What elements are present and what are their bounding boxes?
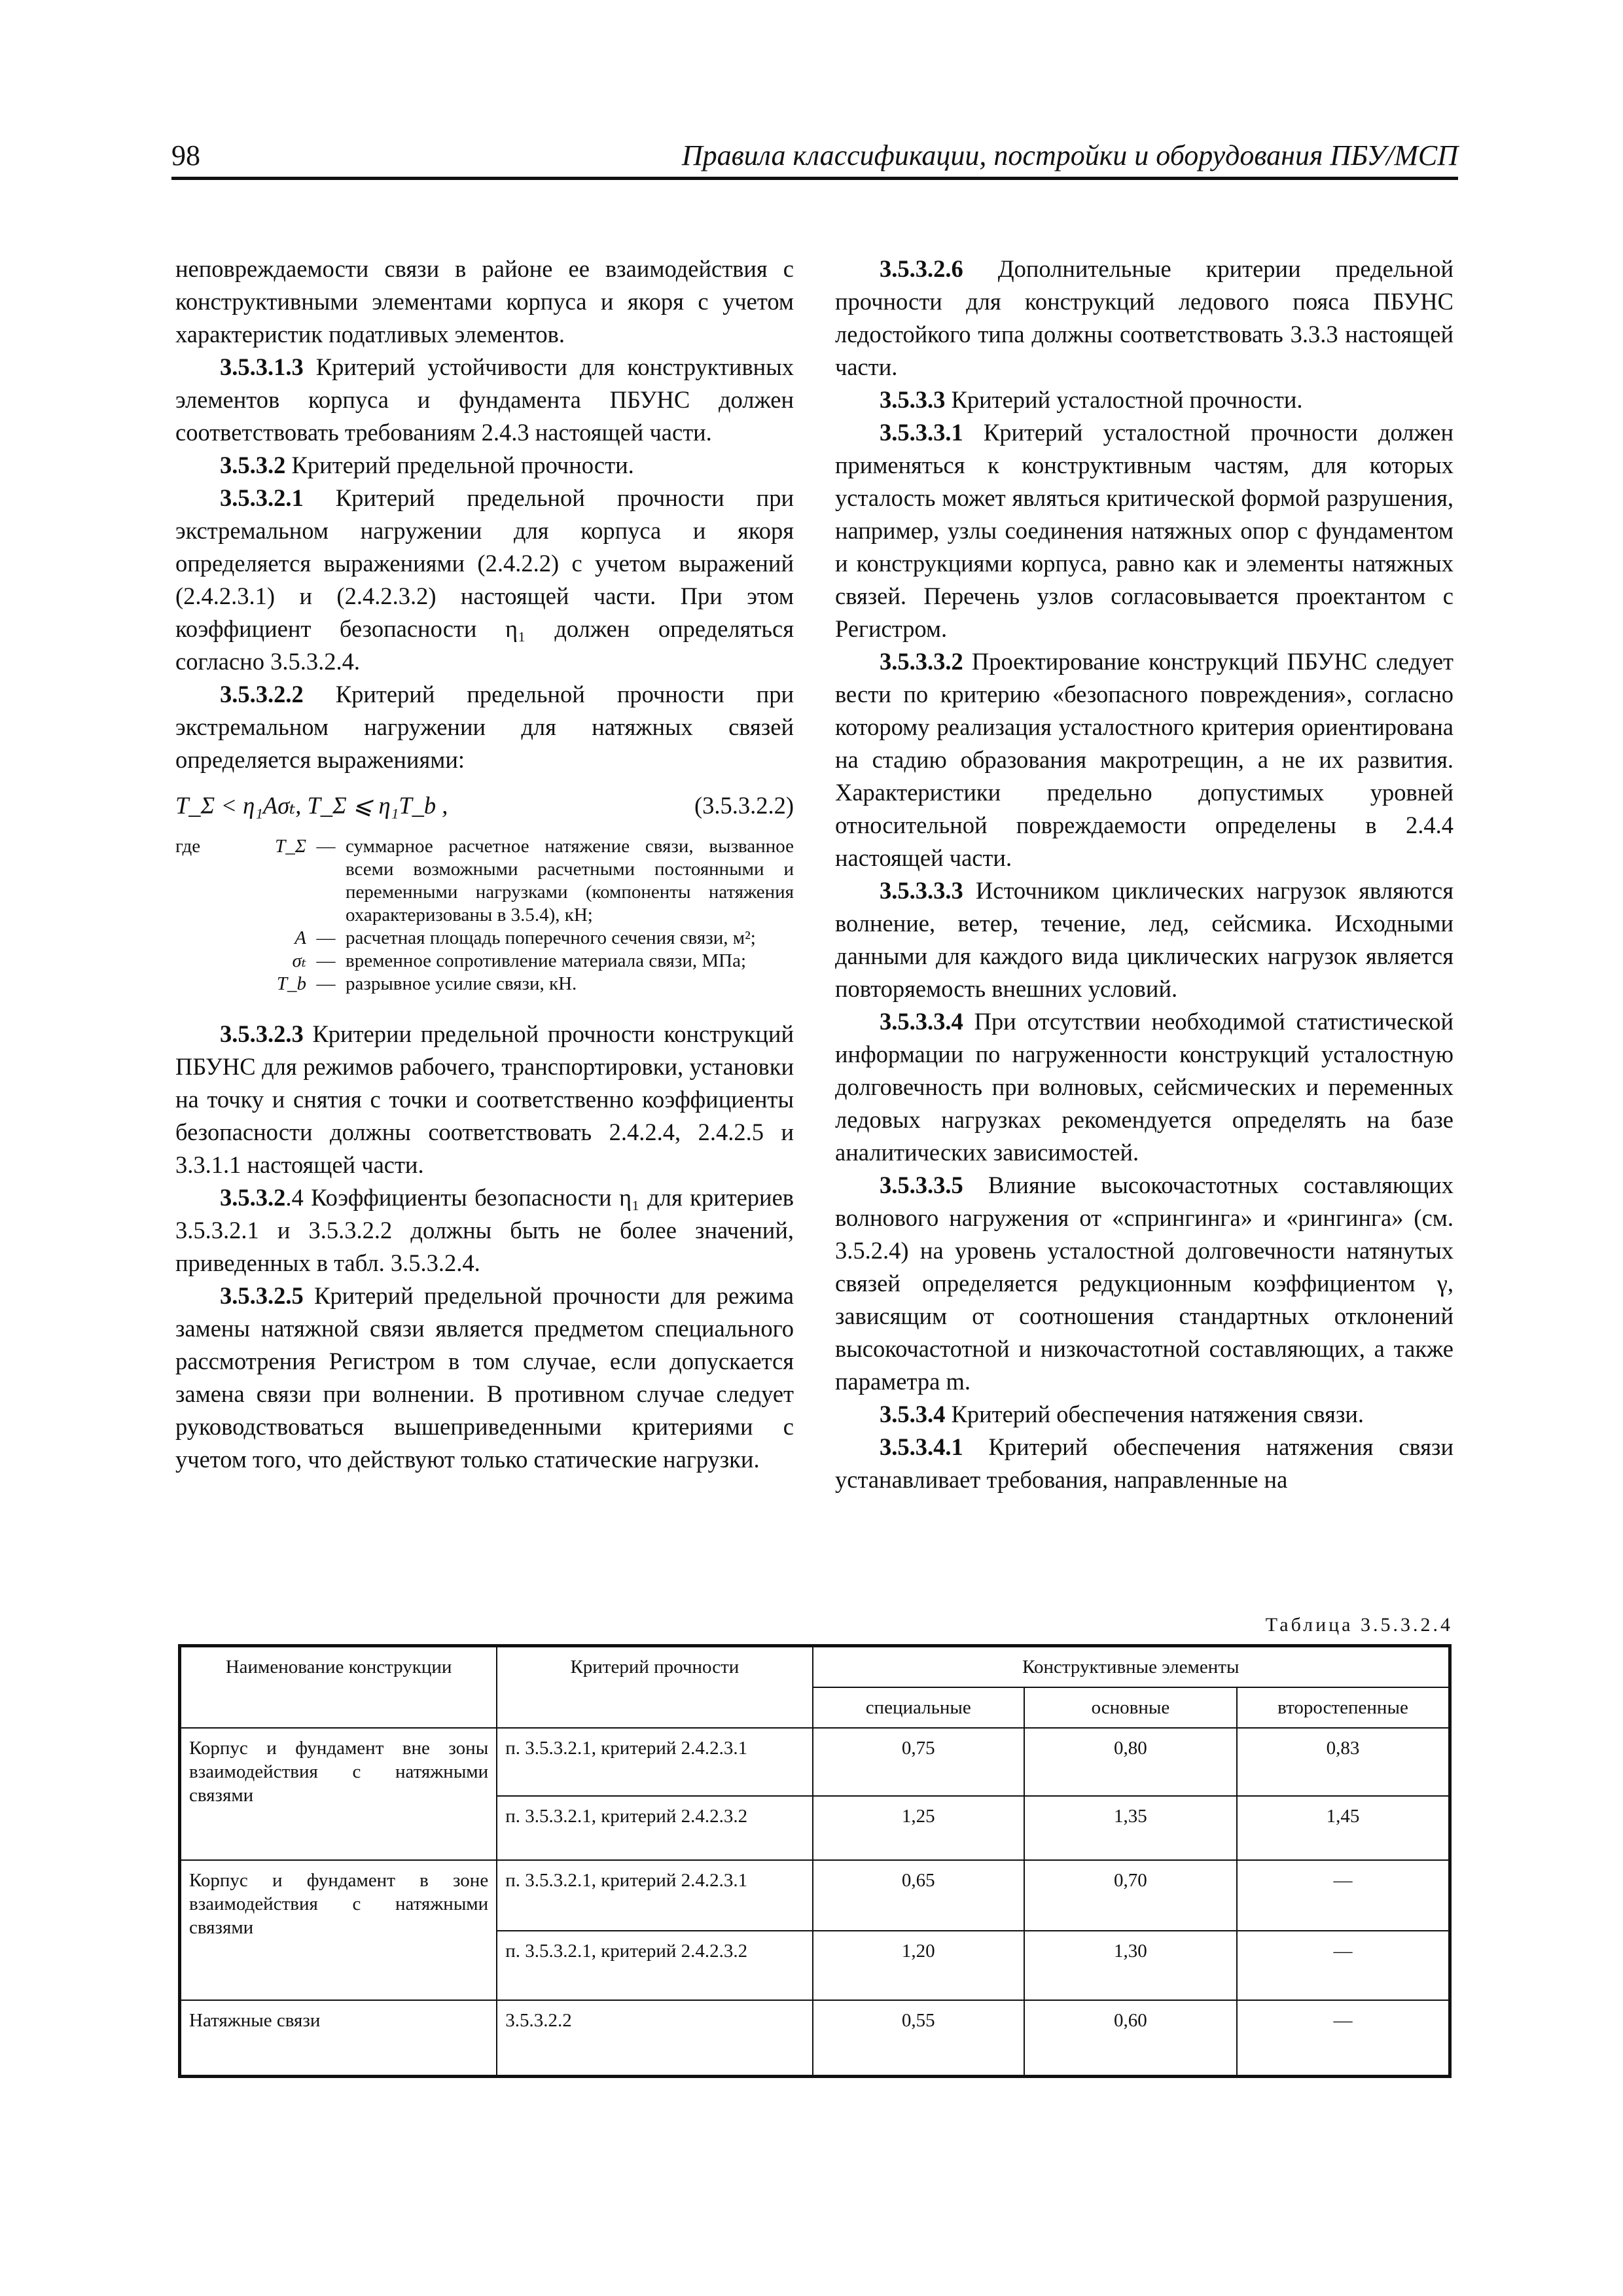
page-number: 98: [171, 139, 200, 171]
table-cell: п. 3.5.3.2.1, критерий 2.4.2.3.1: [497, 1860, 812, 1931]
where-item: [175, 973, 794, 996]
table-cell: 1,35: [1024, 1796, 1237, 1860]
where-symbol: σₜ: [292, 950, 306, 971]
where-dash: —: [316, 927, 336, 948]
table-cell: Корпус и фундамент в зоне взаимодействия с натяжными связями: [180, 1860, 497, 2000]
where-prefix: где: [175, 836, 201, 857]
paragraph: 3.5.3.3.4 При отсутствии необходимой статистической информации по нагруженности конструкций усталостную долговечность при волновых, сейсмических и переменных ледовых нагрузках рекомендуется определять на базе аналитических зависимостей.: [835, 1008, 1454, 1166]
where-text: расчетная площадь поперечного сечения связи, м²;: [346, 927, 756, 948]
section-number: 3.5.3.2.2: [220, 681, 304, 708]
table-row: [180, 2000, 1450, 2076]
table-cell: п. 3.5.3.2.1, критерий 2.4.2.3.1: [497, 1728, 812, 1796]
table-cell: 1,20: [813, 1931, 1024, 2000]
table-cell: 1,30: [1024, 1931, 1237, 2000]
table-cell: 0,60: [1024, 2000, 1237, 2076]
column-header: основные: [1024, 1687, 1237, 1728]
table-header-row: [180, 1646, 1450, 1688]
safety-factor-table: [178, 1644, 1452, 2078]
paragraph: 3.5.3.3 Критерий усталостной прочности.: [880, 386, 1303, 413]
where-symbol: A: [294, 927, 306, 948]
paragraph: 3.5.3.3.3 Источником циклических нагрузок являются волнение, ветер, течение, лед, сейсмика. Исходными данными для каждого вида циклических нагрузок является повторяемость внешних условий.: [835, 877, 1454, 1002]
section-number: 3.5.3.3.3: [880, 877, 963, 904]
paragraph: 3.5.3.2.3 Критерии предельной прочности конструкций ПБУНС для режимов рабочего, транспортировки, установки на точку и снятия с точки и соответственно коэффициенты безопасности должны соответствовать 2.4.2.4, 2.4.2.5 и 3.3.1.1 настоящей части.: [175, 1020, 794, 1178]
section-number: 3.5.3.2.1: [220, 484, 304, 511]
table-cell: 3.5.3.2.2: [497, 2000, 812, 2076]
section-number: 3.5.3.3: [880, 386, 946, 413]
section-number: 3.5.3.2.6: [880, 255, 963, 282]
table-row: [180, 1860, 1450, 1931]
page-header: [171, 139, 1458, 178]
where-list: [175, 835, 794, 996]
table-cell: Корпус и фундамент вне зоны взаимодействия с натяжными связями: [180, 1728, 497, 1860]
header-rule: [171, 177, 1458, 180]
paragraph: неповреждаемости связи в районе ее взаимодействия с конструктивными элементами корпуса и якоря с учетом характеристик податливых элементов.: [175, 255, 794, 348]
where-text: суммарное расчетное натяжение связи, вызванное всеми возможными расчетными постоянными и переменными нагрузками (компоненты натяжения охарактеризованы в 3.5.4), кН;: [346, 836, 794, 925]
where-item: [175, 835, 794, 927]
column-header: второстепенные: [1237, 1687, 1450, 1728]
where-text: временное сопротивление материала связи, МПа;: [346, 950, 747, 971]
where-symbol: T_b: [276, 973, 306, 994]
column-header: Критерий прочности: [497, 1646, 812, 1729]
section-number: 3.5.3.4: [880, 1401, 946, 1427]
table-cell: —: [1237, 1931, 1450, 2000]
section-number: 3.5.3.3.5: [880, 1172, 963, 1198]
paragraph: 3.5.3.2.6 Дополнительные критерии предельной прочности для конструкций ледового пояса ПБУНС ледостойкого типа должны соответствовать 3.3.3 настоящей части.: [835, 255, 1454, 380]
table-caption: Таблица 3.5.3.2.4: [1265, 1614, 1453, 1636]
table-cell: 0,65: [813, 1860, 1024, 1931]
left-column: [175, 253, 794, 1476]
table-cell: 0,75: [813, 1728, 1024, 1796]
table-cell: —: [1237, 2000, 1450, 2076]
right-column: [835, 253, 1454, 1496]
paragraph: 3.5.3.3.1 Критерий усталостной прочности должен применяться к конструктивным частям, для которых усталость может являться критической формой разрушения, например, узлы соединения натяжных опор с фундаментом и конструкциями корпуса, равно как и элементы натяжных связей. Перечень узлов согласовывается проектантом с Регистром.: [835, 419, 1454, 642]
table-cell: —: [1237, 1860, 1450, 1931]
formula-number: (3.5.3.2.2): [694, 792, 794, 819]
where-symbol: T_Σ: [275, 836, 306, 857]
formula: [175, 789, 794, 823]
where-text: разрывное усилие связи, кН.: [346, 973, 577, 994]
section-number: 3.5.3.3.4: [880, 1008, 963, 1035]
section-number: 3.5.3.2.5: [220, 1282, 304, 1309]
section-number: 3.5.3.3.2: [880, 648, 963, 675]
table-cell: 0,80: [1024, 1728, 1237, 1796]
table-cell: п. 3.5.3.2.1, критерий 2.4.2.3.2: [497, 1931, 812, 2000]
table-row: [180, 1728, 1450, 1796]
paragraph: 3.5.3.2.4 Коэффициенты безопасности η₁ для критериев 3.5.3.2.1 и 3.5.3.2.2 должны быть не более значений, приведенных в табл. 3.5.3.2.4.: [175, 1184, 794, 1276]
paragraph: 3.5.3.4 Критерий обеспечения натяжения связи.: [880, 1401, 1364, 1427]
paragraph: 3.5.3.3.2 Проектирование конструкций ПБУНС следует вести по критерию «безопасного повреждения», согласно которому реализация усталостного критерия ориентирована на стадию образования макротрещин, а не их развития. Характеристики предельно допустимых уровней относительной повреждаемости определены в 2.4.4 настоящей части.: [835, 648, 1454, 871]
where-dash: —: [316, 950, 336, 971]
running-title: Правила классификации, постройки и оборудования ПБУ/МСП: [681, 139, 1458, 171]
paragraph: 3.5.3.1.3 Критерий устойчивости для конструктивных элементов корпуса и фундамента ПБУНС должен соответствовать требованиям 2.4.3 настоящей части.: [175, 353, 794, 446]
formula-expression: T_Σ < η₁Aσₜ, T_Σ ⩽ η₁T_b ,: [175, 792, 448, 819]
paragraph: 3.5.3.3.5 Влияние высокочастотных составляющих волнового нагружения от «спрингинга» и «рингинга» (см. 3.5.2.4) на уровень усталостной долговечности натянутых связей определяется редукционным коэффициентом γ, зависящим от соотношения стандартных отклонений высокочастотной и низкочастотной составляющих, а также параметра m.: [835, 1172, 1454, 1395]
where-dash: —: [316, 836, 336, 857]
where-item: [175, 927, 794, 950]
paragraph: 3.5.3.2.1 Критерий предельной прочности при экстремальном нагружении для корпуса и якоря определяется выражениями (2.4.2.2) с учетом выражений (2.4.2.3.1) и (2.4.2.3.2) настоящей части. При этом коэффициент безопасности η₁ должен определяться согласно 3.5.3.2.4.: [175, 484, 794, 675]
column-header: Наименование конструкции: [180, 1646, 497, 1729]
table-cell: 0,55: [813, 2000, 1024, 2076]
table-cell: 0,83: [1237, 1728, 1450, 1796]
where-item: [175, 950, 794, 973]
table-cell: 0,70: [1024, 1860, 1237, 1931]
section-number: 3.5.3.2.3: [220, 1020, 304, 1047]
where-dash: —: [316, 973, 336, 994]
section-number: 3.5.3.3.1: [880, 419, 963, 446]
section-number: 3.5.3.2: [220, 452, 286, 478]
paragraph: 3.5.3.2.5 Критерий предельной прочности для режима замены натяжной связи является предметом специального рассмотрения Регистром в том случае, если допускается замена связи при волнении. В противном случае следует руководствоваться вышеприведенными критериями с учетом того, что действуют только статические нагрузки.: [175, 1282, 794, 1473]
paragraph: 3.5.3.2.2 Критерий предельной прочности при экстремальном нагружении для натяжных связей определяется выражениями:: [175, 681, 794, 773]
table-cell: 1,45: [1237, 1796, 1450, 1860]
section-number: 3.5.3.1.3: [220, 353, 304, 380]
section-number: 3.5.3.4.1: [880, 1433, 963, 1460]
table-cell: п. 3.5.3.2.1, критерий 2.4.2.3.2: [497, 1796, 812, 1860]
paragraph: 3.5.3.2 Критерий предельной прочности.: [220, 452, 634, 478]
table-cell: 1,25: [813, 1796, 1024, 1860]
section-number: 3.5.3.2: [220, 1184, 286, 1211]
column-header: Конструктивные элементы: [813, 1646, 1450, 1688]
column-header: специальные: [813, 1687, 1024, 1728]
table-cell: Натяжные связи: [180, 2000, 497, 2076]
paragraph: 3.5.3.4.1 Критерий обеспечения натяжения связи устанавливает требования, направленные на: [835, 1433, 1454, 1493]
